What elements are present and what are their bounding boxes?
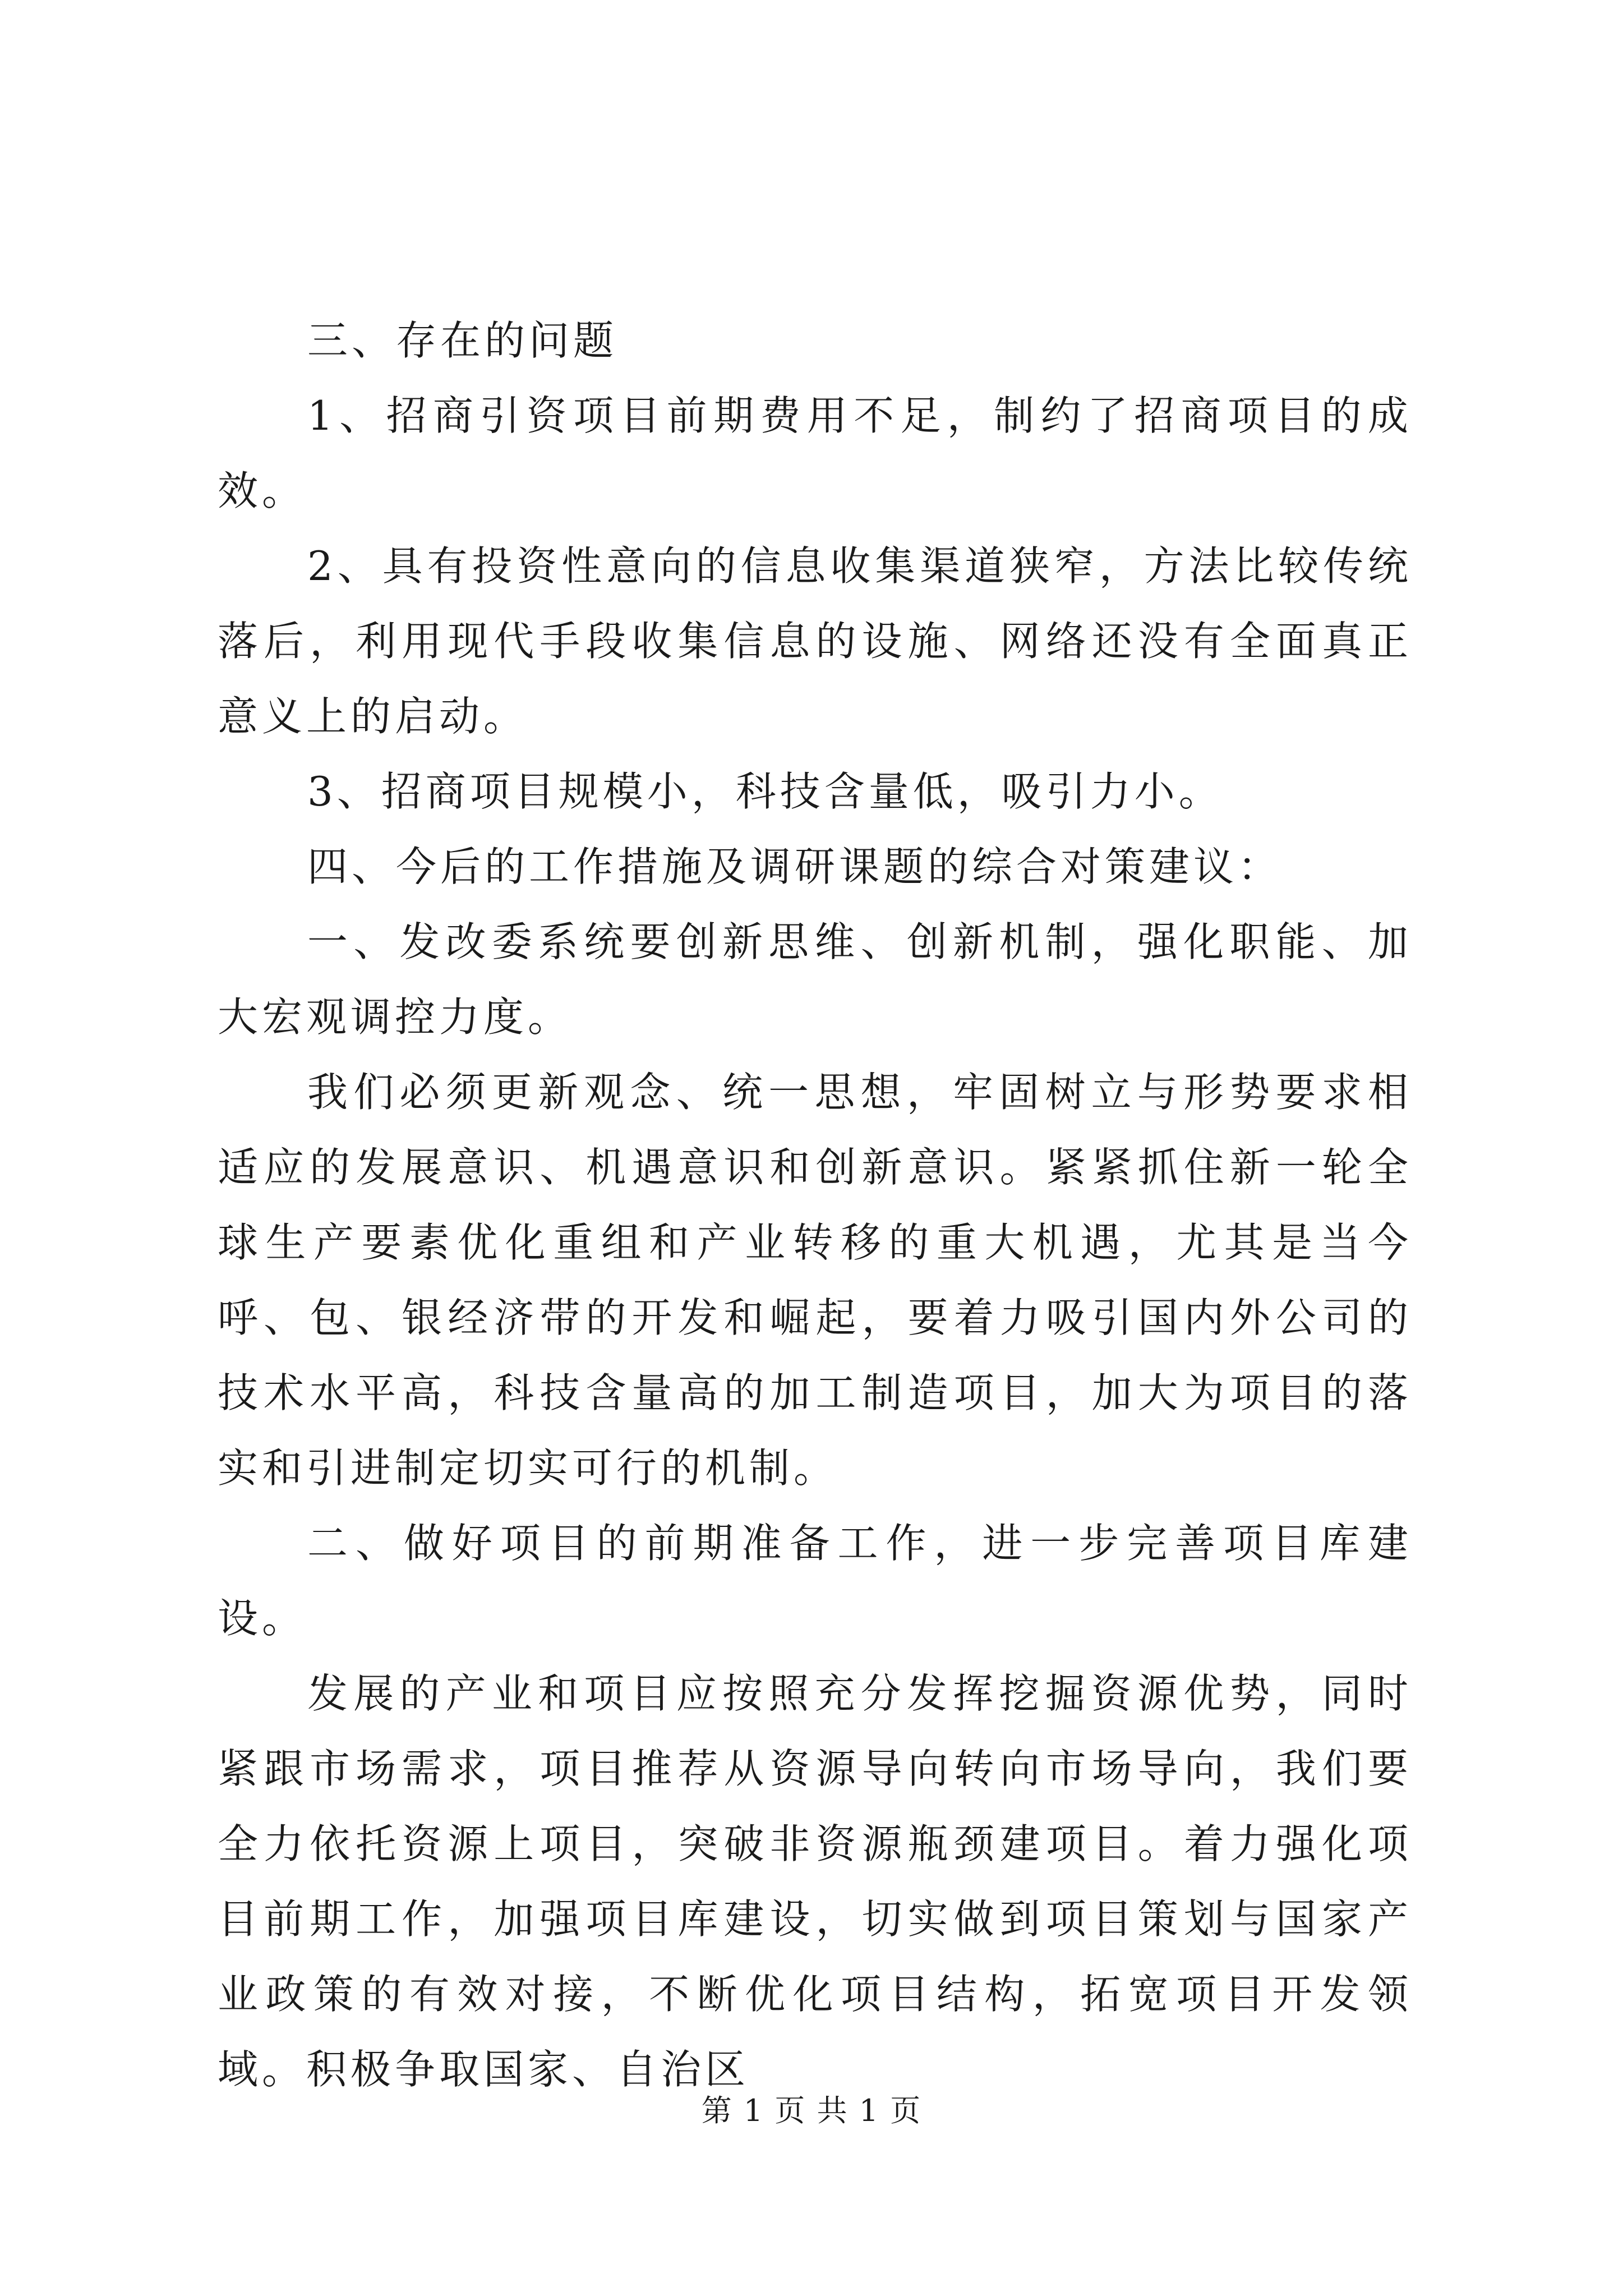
subheading-measure-2: 二、做好项目的前期准备工作，进一步完善项目库建设。	[218, 1520, 1412, 1642]
paragraph-measure-1-body: 我们必须更新观念、统一思想，牢固树立与形势要求相适应的发展意识、机遇意识和创新意识。紧紧抓住新一轮全球生产要素优化重组和产业转移的重大机遇，尤其是当今呼、包、银经济带的开发和崛起，要着力吸引国内外公司的技术水平高，科技含量高的加工制造项目，加大为项目的落实和引进制定切实可行的机制。	[218, 1069, 1412, 1492]
paragraph-problem-3: 3、招商项目规模小，科技含量低，吸引力小。	[307, 768, 1223, 815]
page-footer: 第 1 页 共 1 页	[701, 2093, 922, 2128]
paragraph-problem-2: 2、具有投资性意向的信息收集渠道狭窄，方法比较传统落后，利用现代手段收集信息的设施、网络还没有全面真正意义上的启动。	[218, 542, 1412, 740]
document-body	[218, 303, 1412, 2107]
paragraph-measure-2-body: 发展的产业和项目应按照充分发挥挖掘资源优势，同时紧跟市场需求，项目推荐从资源导向转向市场导向，我们要全力依托资源上项目，突破非资源瓶颈建项目。着力强化项目前期工作，加强项目库建设，切实做到项目策划与国家产业政策的有效对接，不断优化项目结构，拓宽项目开发领域。积极争取国家、自治区	[218, 1670, 1412, 2093]
subheading-measure-1: 一、发改委系统要创新思维、创新机制，强化职能、加大宏观调控力度。	[218, 918, 1412, 1041]
section-heading-measures: 四、今后的工作措施及调研课题的综合对策建议：	[307, 843, 1283, 890]
paragraph-problem-1: 1、招商引资项目前期费用不足，制约了招商项目的成效。	[218, 392, 1412, 514]
section-heading-problems: 三、存在的问题	[307, 317, 618, 364]
